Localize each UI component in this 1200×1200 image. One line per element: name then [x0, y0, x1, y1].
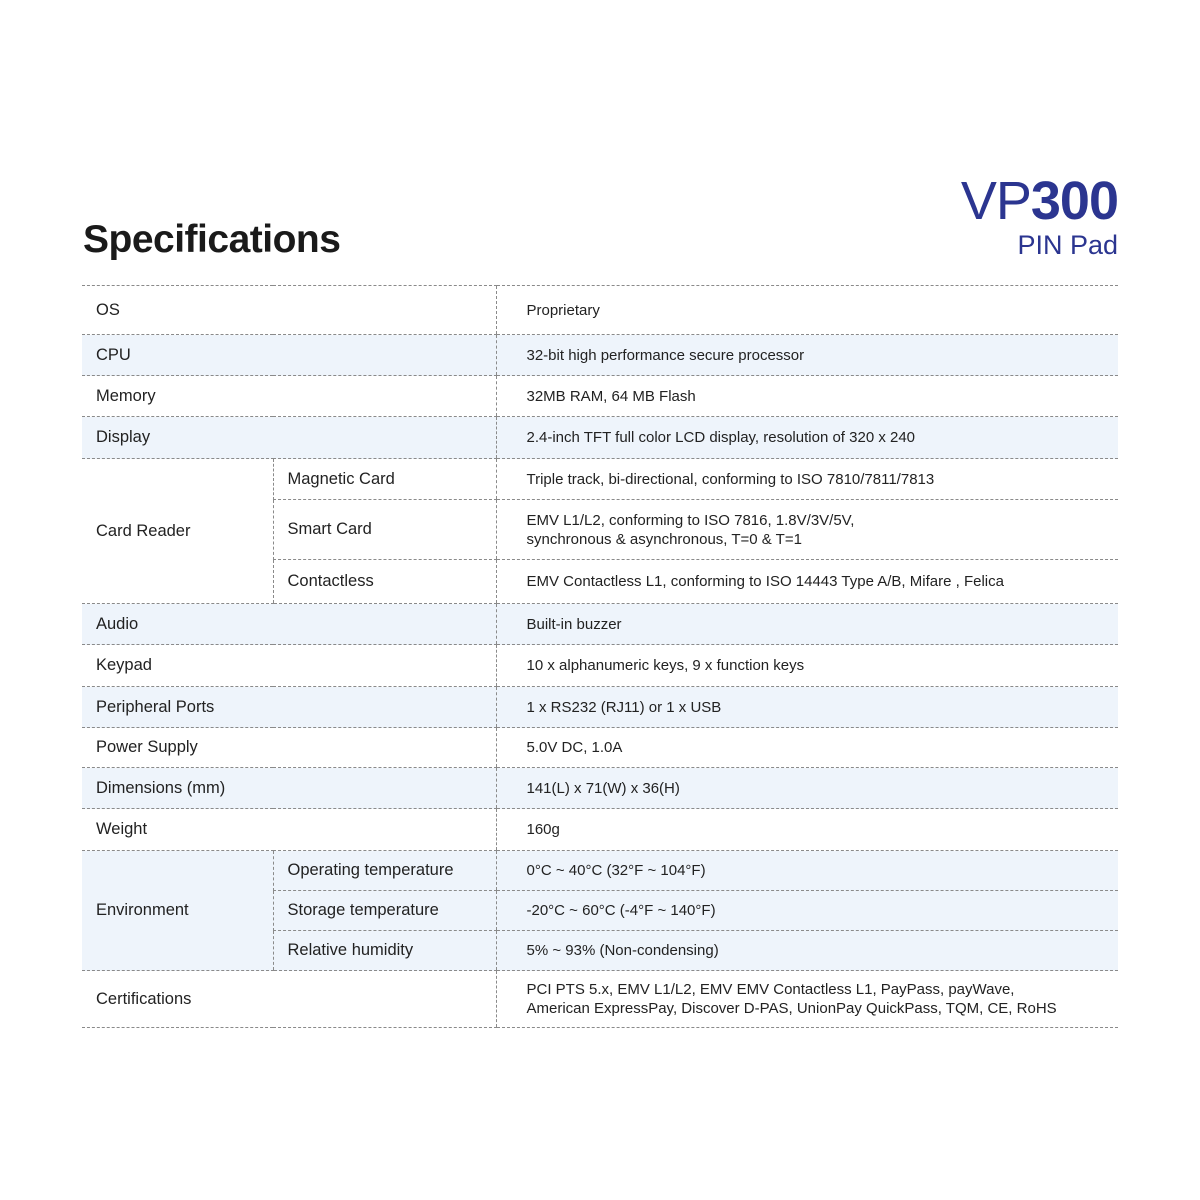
spec-row-memory — [82, 376, 1118, 417]
page-title: Specifications — [83, 218, 341, 261]
product-subtitle: PIN Pad — [1017, 230, 1118, 260]
product-brand — [961, 172, 1118, 260]
spec-label: Card Reader — [82, 459, 273, 604]
spec-value — [496, 500, 1118, 560]
spec-sublabel: Operating temperature — [273, 851, 496, 891]
spec-value: 0°C ~ 40°C (32°F ~ 104°F) — [496, 851, 1118, 891]
spec-value: 10 x alphanumeric keys, 9 x function keys — [496, 645, 1118, 687]
spec-label: Power Supply — [82, 728, 496, 768]
spec-value — [496, 971, 1118, 1028]
spec-sublabel: Smart Card — [273, 500, 496, 560]
spec-value: 141(L) x 71(W) x 36(H) — [496, 768, 1118, 809]
spec-value: Triple track, bi-directional, conforming to ISO 7810/7811/7813 — [496, 459, 1118, 500]
model-prefix: VP — [960, 171, 1031, 231]
spec-row-weight — [82, 809, 1118, 851]
spec-row-power-supply — [82, 728, 1118, 768]
spec-value: Proprietary — [496, 286, 1118, 335]
specifications-table — [82, 285, 1118, 1028]
spec-row-keypad — [82, 645, 1118, 687]
spec-value-line: PCI PTS 5.x, EMV L1/L2, EMV EMV Contactless L1, PayPass, payWave, — [526, 981, 1015, 998]
spec-label: OS — [82, 286, 496, 335]
spec-label: Display — [82, 417, 496, 459]
spec-value: 5.0V DC, 1.0A — [496, 728, 1118, 768]
spec-value-line: EMV L1/L2, conforming to ISO 7816, 1.8V/3V/5V, — [526, 511, 855, 529]
spec-value-line: American ExpressPay, Discover D-PAS, UnionPay QuickPass, TQM, CE, RoHS — [526, 1000, 1057, 1017]
spec-label: Certifications — [82, 971, 496, 1028]
spec-row-audio — [82, 604, 1118, 645]
spec-label: Peripheral Ports — [82, 687, 496, 728]
spec-sublabel: Relative humidity — [273, 931, 496, 971]
spec-label: Environment — [82, 851, 273, 971]
spec-label: Keypad — [82, 645, 496, 687]
spec-row-operating-temperature — [82, 851, 1118, 891]
spec-value: EMV Contactless L1, conforming to ISO 14443 Type A/B, Mifare , Felica — [496, 560, 1118, 604]
spec-sublabel: Contactless — [273, 560, 496, 604]
spec-row-os — [82, 286, 1118, 335]
spec-value: 1 x RS232 (RJ11) or 1 x USB — [496, 687, 1118, 728]
spec-value: 5% ~ 93% (Non-condensing) — [496, 931, 1118, 971]
spec-label: Weight — [82, 809, 496, 851]
spec-sublabel: Magnetic Card — [273, 459, 496, 500]
spec-value: 32-bit high performance secure processor — [496, 335, 1118, 376]
spec-value: 2.4-inch TFT full color LCD display, resolution of 320 x 240 — [496, 417, 1118, 459]
spec-sublabel: Storage temperature — [273, 891, 496, 931]
spec-value: 160g — [496, 809, 1118, 851]
spec-value-line: synchronous & asynchronous, T=0 & T=1 — [526, 530, 802, 548]
model-number: 300 — [1030, 171, 1118, 231]
product-model — [961, 172, 1118, 230]
spec-row-magnetic-card — [82, 459, 1118, 500]
spec-value: Built-in buzzer — [496, 604, 1118, 645]
spec-row-dimensions — [82, 768, 1118, 809]
spec-row-display — [82, 417, 1118, 459]
spec-label: CPU — [82, 335, 496, 376]
spec-row-certifications — [82, 971, 1118, 1028]
spec-row-peripheral-ports — [82, 687, 1118, 728]
spec-row-cpu — [82, 335, 1118, 376]
spec-value: 32MB RAM, 64 MB Flash — [496, 376, 1118, 417]
spec-label: Memory — [82, 376, 496, 417]
spec-label: Audio — [82, 604, 496, 645]
spec-value: -20°C ~ 60°C (-4°F ~ 140°F) — [496, 891, 1118, 931]
spec-label: Dimensions (mm) — [82, 768, 496, 809]
